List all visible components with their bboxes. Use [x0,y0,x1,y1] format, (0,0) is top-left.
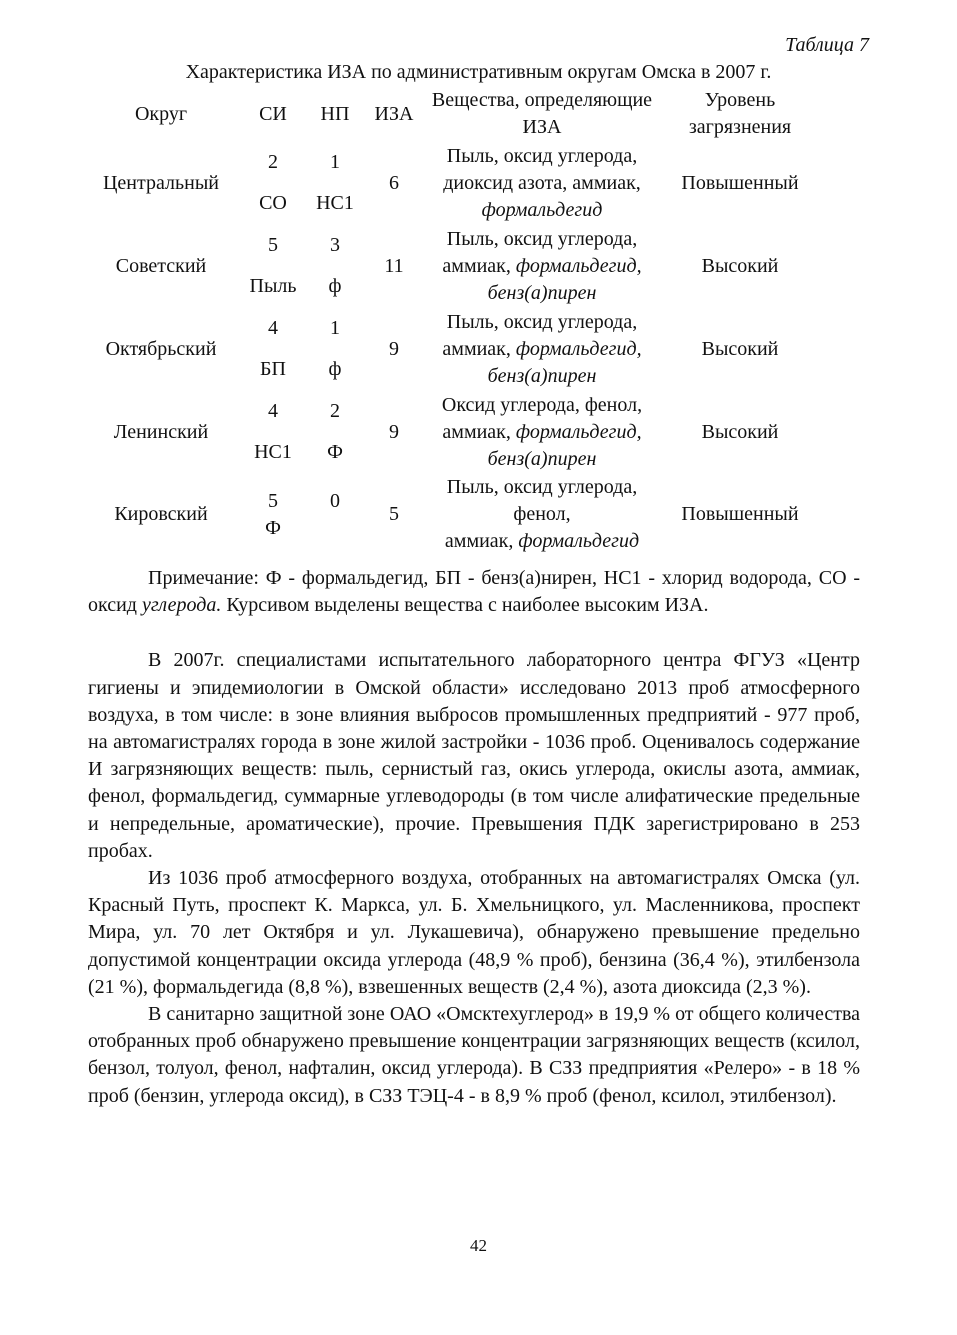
iza-cell: 9 [389,421,399,443]
body-paragraph: В 2007г. специалистами испытательного лабораторного центра ФГУЗ «Центр гигиены и эпидемиологии в Омской области» исследовано 2013 проб атмосферного воздуха, в том числе: в зоне влияния выбросов промышленных предприятий - 977 проб, на автомагистралях города в зоне жилой застройки - 1036 проб. Оценивалось содержание И загрязняющих веществ: пыль, сернистый газ, окись углерода, окислы азота, аммиак, фенол, формальдегид, суммарные углеводороды (в том числе алифатические предельные и непредельные, ароматические), прочие. Превышения ПДК зарегистрировано в 253 пробах. [88,649,860,862]
substance-text: Пыль, оксид углерода, [446,228,638,250]
np-substance-cell: НС1 [316,192,354,214]
substances-cell [422,142,662,225]
iza-cell: 5 [389,503,399,525]
level-cell: Повышенный [681,172,799,194]
si-value-cell: 4 [268,316,278,339]
paragraph-gap [88,619,860,647]
table-row [80,308,818,348]
level-cell: Повышенный [681,503,799,525]
np-stack-cell [304,474,366,555]
okrug-cell: Советский [115,255,207,277]
level-cell: Высокий [701,255,779,277]
substance-italic: формальдегид, [515,255,642,277]
si-substance-cell: Пыль [249,275,297,297]
substance-text: Оксид углерода, фенол, [441,394,643,416]
iza-cell: 9 [389,338,399,360]
si-stack-cell [242,474,304,555]
iza-cell: 11 [384,255,404,277]
substance-italic: бенз(а)пирен [487,365,597,387]
substance-line [422,474,662,528]
substance-italic: формальдегид, [515,421,642,443]
header-level-line: загрязнения [688,116,792,138]
header-level-line: Уровень [704,89,776,111]
substance-italic: формальдегид [481,199,603,221]
level-cell: Высокий [701,421,779,443]
np-value-cell: 3 [330,233,340,256]
iza-cell: 6 [389,172,399,194]
table-row [80,225,818,265]
substance-italic: бенз(а)пирен [487,282,597,304]
si-substance-cell: СО [259,192,287,214]
substance-italic: формальдегид [518,530,640,552]
substance-text: Пыль, оксид углерода, [446,145,638,167]
substance-line [422,528,662,555]
si-value-cell: 5 [268,233,278,256]
np-substance-cell: ф [328,275,342,297]
substance-line [422,419,662,446]
np-value: 0 [330,489,340,512]
table-row [80,142,818,182]
substances-cell [422,225,662,308]
table-row [80,391,818,431]
substances-cell [422,474,662,555]
substance-line [422,363,662,390]
note-text: Примечание: Ф - формальдегид, БП - бенз(а)нирен, НС1 - хлорид водорода, СО - оксид [88,567,860,617]
substance-line [422,197,662,224]
si-substance: Ф [265,516,281,539]
note-paragraph [88,565,860,619]
body-paragraph: Из 1036 проб атмосферного воздуха, отобранных на автомагистралях Омска (ул. Красный Путь, проспект К. Маркса, ул. Б. Хмельницкого, ул. Масленникова, проспект Мира, ул. 70 лет Октября и ул. Лукашевича), обнаружено превышение предельно допустимой концентрации оксида углерода (48,9 % проб), бензина (36,4 %), этилбензола (21 %), формальдегида (8,8 %), взвешенных веществ (2,4 %), азота диоксида (2,3 %). [88,867,860,998]
header-substances-line: Вещества, определяющие [431,89,653,111]
header-substances [422,86,662,142]
okrug-cell: Октябрьский [105,338,217,360]
substance-italic: формальдегид, [515,338,642,360]
page-number: 42 [470,1236,487,1255]
header-iza: ИЗА [374,102,414,125]
header-np: НП [320,102,350,125]
substances-cell [422,308,662,391]
table-row [80,474,818,555]
si-substance-cell: НС1 [254,441,292,463]
substance-text: диоксид азота, аммиак, [443,172,641,194]
substance-line [422,336,662,363]
body-text [88,565,860,1110]
substance-text: аммиак, [442,421,516,443]
substance-text: аммиак, [442,338,516,360]
substance-text: Пыль, оксид углерода, фенол, [446,476,638,525]
substance-text: аммиак, [442,255,516,277]
okrug-cell: Центральный [102,172,219,194]
si-substance-cell: БП [260,358,286,380]
header-substances-line: ИЗА [522,116,562,138]
okrug-cell: Кировский [114,503,208,525]
np-value-cell: 1 [330,150,340,173]
table-label: Таблица 7 [785,34,869,56]
substance-line [422,143,662,170]
np-substance-cell: Ф [327,441,343,463]
table-header-row [80,86,818,142]
header-level [662,86,818,142]
district-table [80,86,818,555]
substance-line [422,170,662,197]
si-value-cell: 2 [268,150,278,173]
level-cell: Высокий [701,338,779,360]
body-paragraph: В санитарно защитной зоне ОАО «Омсктехуглерод» в 19,9 % от общего количества отобранных проб обнаружено превышение концентрации загрязняющих веществ (ксилол, бензол, толуол, фенол, нафталин, оксид углерода). В СЗЗ предприятия «Релеро» - в 18 % проб (бензин, углерода оксид), в СЗЗ ТЭЦ-4 - в 8,9 % проб (фенол, ксилол, этилбензол). [88,1003,860,1107]
substance-line [422,280,662,307]
substance-line [422,253,662,280]
np-substance [304,515,366,542]
substance-italic: бенз(а)пирен [487,448,597,470]
si-value: 5 [268,489,278,512]
note-text-end: Курсивом выделены вещества с наиболее высоким ИЗА. [221,594,709,617]
substance-text: аммиак, [444,530,519,552]
np-value-cell: 2 [330,399,340,422]
np-substance-cell: ф [328,358,342,380]
header-si: СИ [259,102,287,125]
substance-line [422,446,662,473]
np-value-cell: 1 [330,316,340,339]
si-value-cell: 4 [268,399,278,422]
substance-line [422,309,662,336]
table-title: Характеристика ИЗА по административным округам Омска в 2007 г. [185,61,772,83]
substance-line [422,392,662,419]
substances-cell [422,391,662,474]
substance-text: Пыль, оксид углерода, [446,311,638,333]
okrug-cell: Ленинский [113,421,209,443]
substance-line [422,226,662,253]
note-italic: углерода. [141,594,222,617]
header-okrug: Округ [134,102,188,125]
